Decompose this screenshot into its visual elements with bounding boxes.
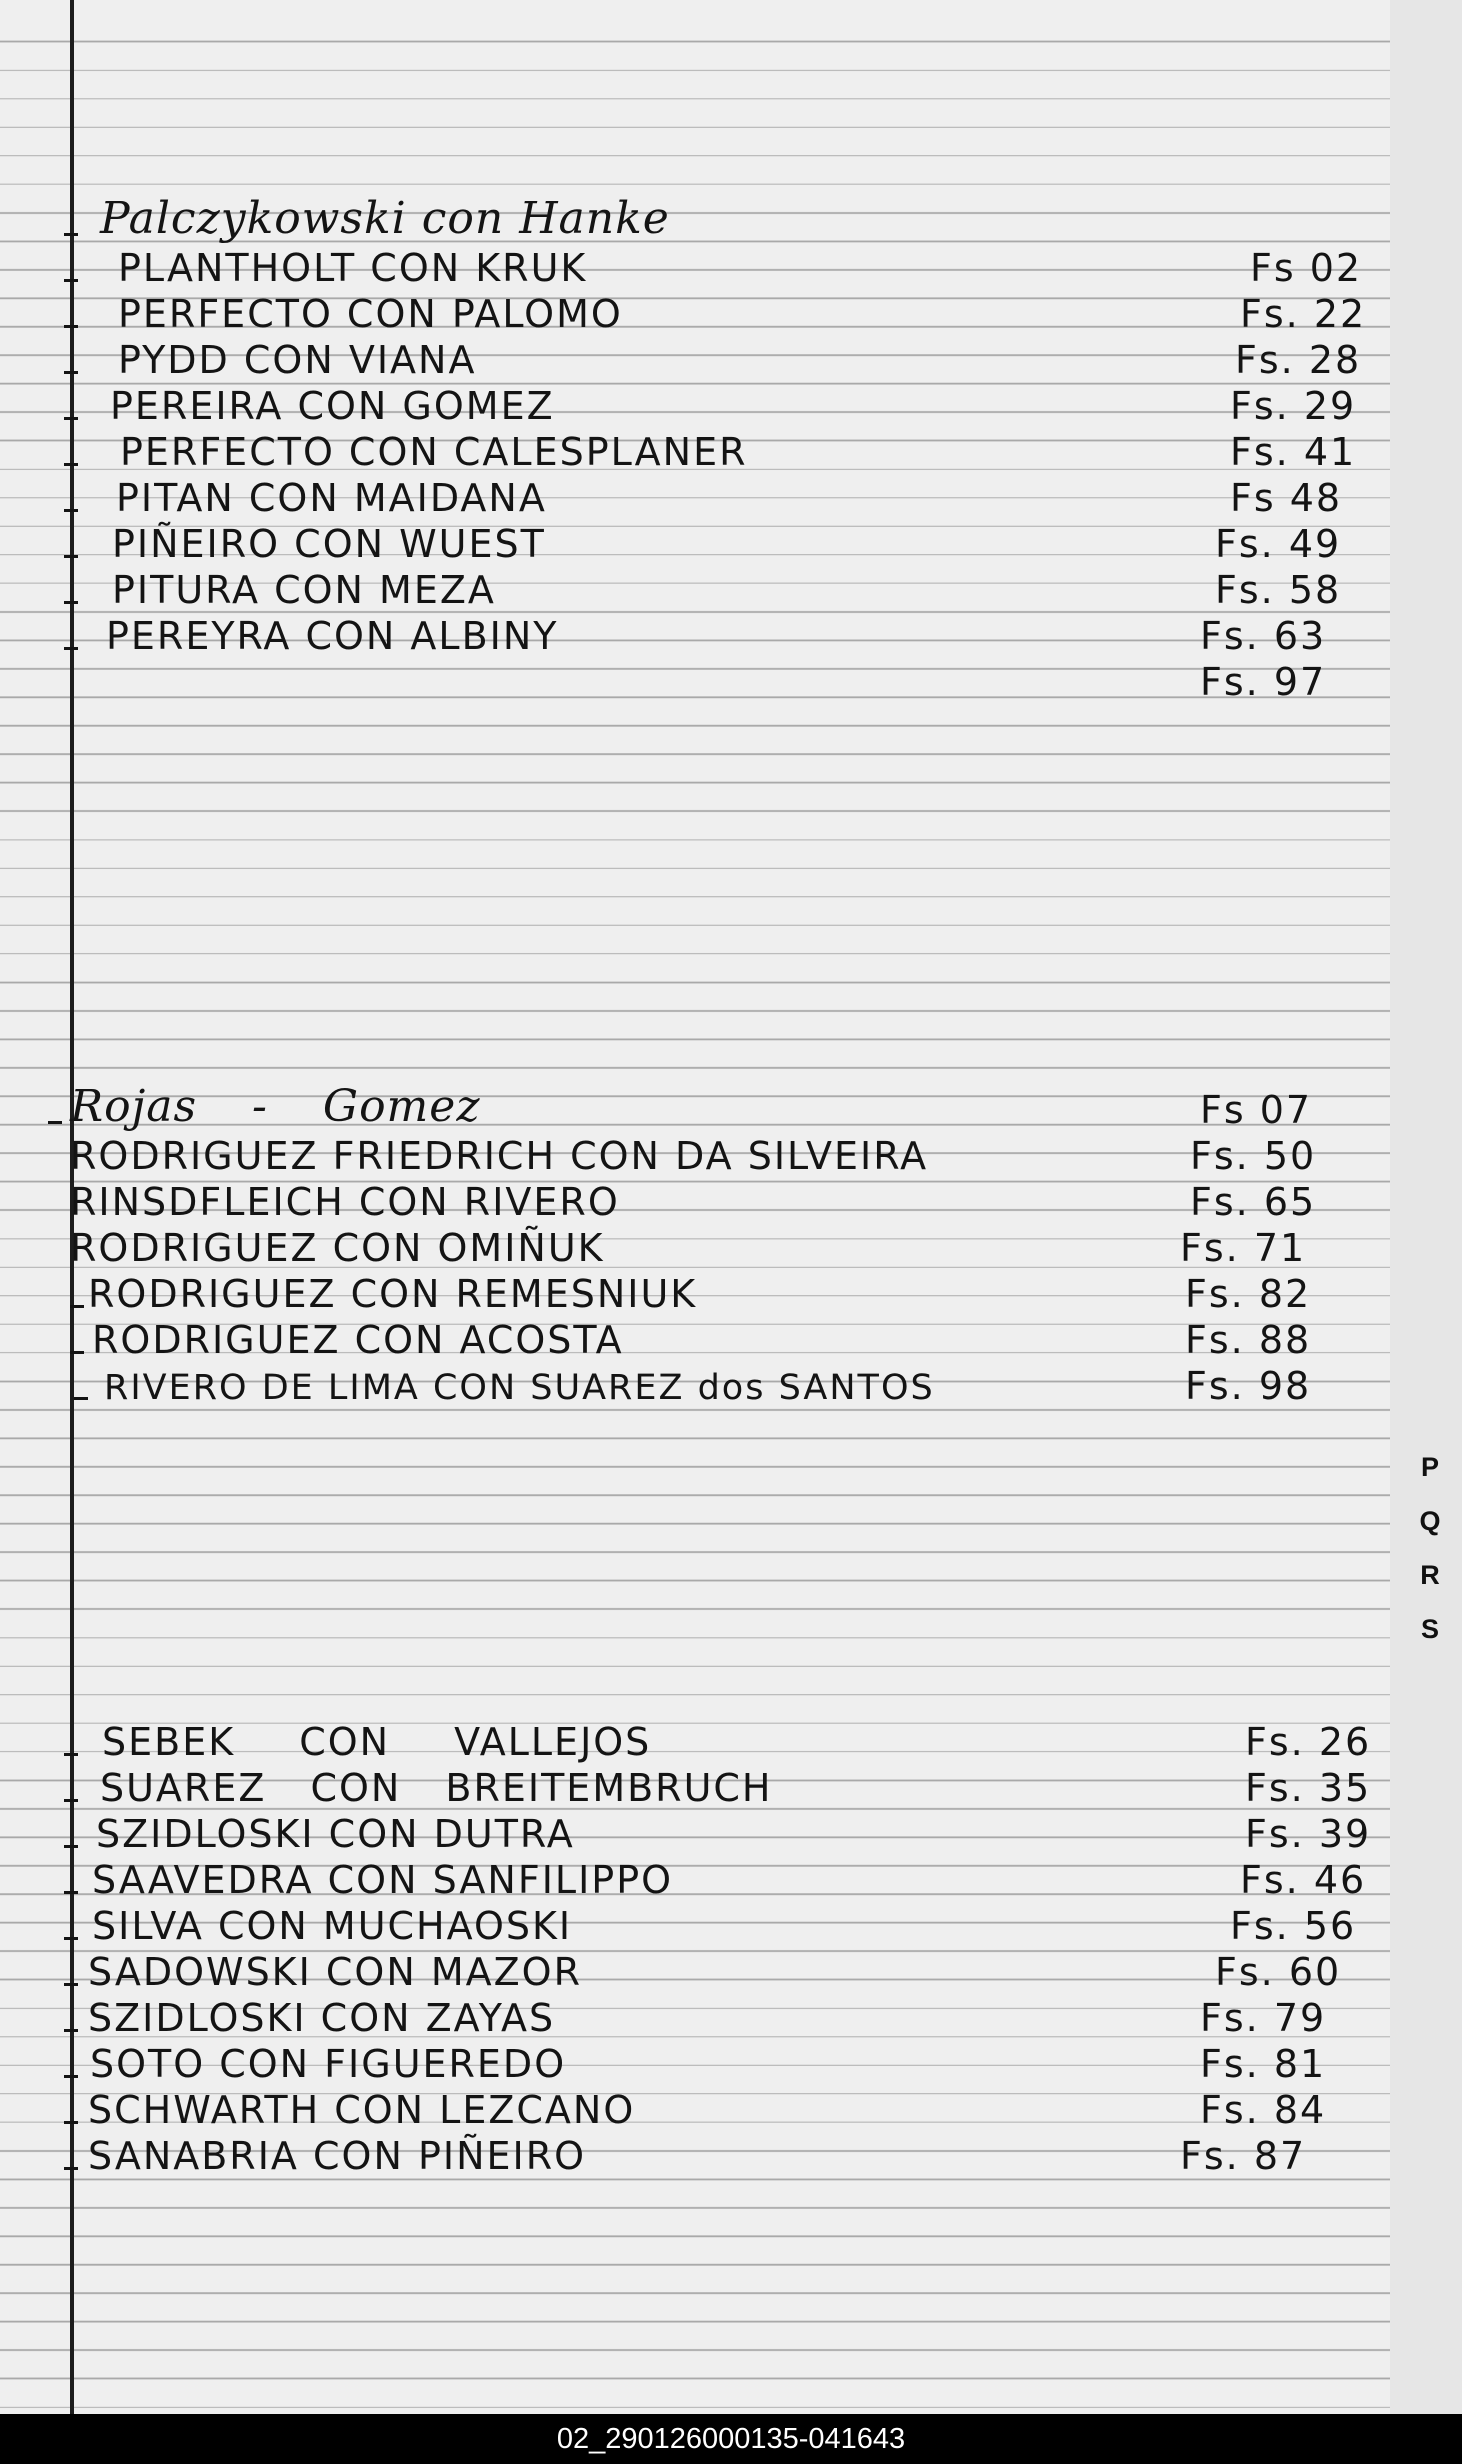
entry-name: SAAVEDRA CON SANFILIPPO	[92, 1858, 674, 1902]
entry-folio: Fs. 49	[1215, 522, 1342, 566]
list-item	[0, 2042, 1390, 2088]
list-item	[0, 476, 1390, 522]
page-edge	[1390, 0, 1462, 2414]
list-item	[0, 660, 1390, 706]
bullet-dash	[70, 1305, 84, 1308]
entry-folio: Fs. 35	[1245, 1766, 1372, 1810]
alphabet-index-tabs	[1410, 1440, 1450, 1656]
entry-name: SANABRIA CON PIÑEIRO	[88, 2134, 587, 2178]
entry-folio: Fs. 41	[1230, 430, 1357, 474]
index-tab-s[interactable]: S	[1420, 1614, 1439, 1644]
list-item	[0, 1812, 1390, 1858]
footer-label: 02_290126000135-041643	[0, 2414, 1462, 2464]
entry-folio: Fs. 81	[1200, 2042, 1327, 2086]
list-item	[0, 1858, 1390, 1904]
bullet-dash	[64, 233, 78, 236]
bullet-dash	[64, 601, 78, 604]
bullet-dash	[64, 2167, 78, 2170]
entry-folio: Fs. 28	[1235, 338, 1362, 382]
entry-folio: Fs. 50	[1190, 1134, 1317, 1178]
index-tab-q[interactable]: Q	[1419, 1506, 1441, 1536]
list-item	[0, 1364, 1390, 1410]
entry-name: SZIDLOSKI CON DUTRA	[96, 1812, 575, 1856]
entry-name: PITURA CON MEZA	[112, 568, 496, 612]
list-item	[0, 384, 1390, 430]
entry-folio: Fs. 26	[1245, 1720, 1372, 1764]
bullet-dash	[64, 2029, 78, 2032]
bullet-dash	[64, 1753, 78, 1756]
list-item	[0, 1272, 1390, 1318]
entry-name: SILVA CON MUCHAOSKI	[92, 1904, 573, 1948]
index-tab-r[interactable]: R	[1420, 1560, 1440, 1590]
list-item	[0, 1766, 1390, 1812]
entry-name: PIÑEIRO CON WUEST	[112, 522, 546, 566]
entry-name: RODRIGUEZ CON OMIÑUK	[70, 1226, 605, 1270]
list-item	[0, 2088, 1390, 2134]
entry-folio: Fs. 71	[1180, 1226, 1307, 1270]
list-item	[0, 1904, 1390, 1950]
entry-folio: Fs. 98	[1185, 1364, 1312, 1408]
list-item	[0, 338, 1390, 384]
list-item	[0, 430, 1390, 476]
entry-folio: Fs 48	[1230, 476, 1343, 520]
section-heading: Rojas - Gomez	[70, 1081, 481, 1132]
bullet-dash	[64, 463, 78, 466]
bullet-dash	[64, 647, 78, 650]
bullet-dash	[64, 1983, 78, 1986]
bullet-dash	[64, 1799, 78, 1802]
entry-name: SUAREZ CON BREITEMBRUCH	[100, 1766, 773, 1810]
bullet-dash	[64, 1845, 78, 1848]
entry-name: PYDD CON VIANA	[118, 338, 477, 382]
entry-name: RODRIGUEZ CON REMESNIUK	[88, 1272, 698, 1316]
list-item	[0, 1134, 1390, 1180]
list-item	[0, 614, 1390, 660]
bullet-dash	[74, 1397, 88, 1400]
entry-folio: Fs. 84	[1200, 2088, 1327, 2132]
bullet-dash	[64, 325, 78, 328]
entry-folio: Fs. 60	[1215, 1950, 1342, 1994]
entry-name: SEBEK CON VALLEJOS	[102, 1720, 652, 1764]
entry-folio: Fs. 63	[1200, 614, 1327, 658]
bullet-dash	[70, 1351, 84, 1354]
entry-folio: Fs. 39	[1245, 1812, 1372, 1856]
list-item	[0, 1720, 1390, 1766]
entry-folio: Fs. 87	[1180, 2134, 1307, 2178]
entry-name: SCHWARTH CON LEZCANO	[88, 2088, 636, 2132]
list-item	[0, 246, 1390, 292]
entry-name: RINSDFLEICH CON RIVERO	[70, 1180, 620, 1224]
entry-name: RODRIGUEZ CON ACOSTA	[92, 1318, 624, 1362]
entry-folio: Fs. 46	[1240, 1858, 1367, 1902]
bullet-dash	[64, 1937, 78, 1940]
list-item	[0, 1950, 1390, 1996]
bullet-dash	[64, 2075, 78, 2078]
bullet-dash	[64, 417, 78, 420]
list-item	[0, 1180, 1390, 1226]
list-item	[0, 2134, 1390, 2180]
section-heading-row	[0, 1081, 1390, 1134]
entry-folio: Fs. 65	[1190, 1180, 1317, 1224]
entry-folio: Fs. 97	[1200, 660, 1327, 704]
bullet-dash	[64, 555, 78, 558]
entry-name: PEREYRA CON ALBINY	[106, 614, 559, 658]
list-item	[0, 522, 1390, 568]
entry-folio: Fs. 88	[1185, 1318, 1312, 1362]
entry-name: PITAN CON MAIDANA	[116, 476, 547, 520]
section-heading-row	[0, 193, 1390, 246]
entry-name: RODRIGUEZ FRIEDRICH CON DA SILVEIRA	[70, 1134, 929, 1178]
section-heading: Palczykowski con Hanke	[100, 193, 670, 244]
bullet-dash	[64, 2121, 78, 2124]
list-item	[0, 1226, 1390, 1272]
entry-name: PEREIRA CON GOMEZ	[110, 384, 555, 428]
entry-folio: Fs. 56	[1230, 1904, 1357, 1948]
bullet-dash	[64, 1891, 78, 1894]
entry-name: PERFECTO CON CALESPLANER	[120, 430, 748, 474]
bullet-dash	[48, 1121, 62, 1124]
list-item	[0, 1318, 1390, 1364]
bullet-dash	[64, 371, 78, 374]
entry-name: SOTO CON FIGUEREDO	[90, 2042, 567, 2086]
entry-folio: Fs 02	[1250, 246, 1363, 290]
entry-name: PERFECTO CON PALOMO	[118, 292, 623, 336]
entry-name: RIVERO DE LIMA CON SUAREZ dos SANTOS	[104, 1368, 935, 1408]
entry-folio: Fs. 79	[1200, 1996, 1327, 2040]
list-item	[0, 568, 1390, 614]
bullet-dash	[64, 509, 78, 512]
entry-name: SADOWSKI CON MAZOR	[88, 1950, 582, 1994]
list-item	[0, 292, 1390, 338]
index-tab-p[interactable]: P	[1420, 1452, 1439, 1482]
entry-name: SZIDLOSKI CON ZAYAS	[88, 1996, 556, 2040]
entry-folio: Fs. 82	[1185, 1272, 1312, 1316]
section-heading-folio: Fs 07	[1200, 1088, 1313, 1132]
entry-folio: Fs. 29	[1230, 384, 1357, 428]
entry-name: PLANTHOLT CON KRUK	[118, 246, 588, 290]
entry-folio: Fs. 22	[1240, 292, 1367, 336]
entry-folio: Fs. 58	[1215, 568, 1342, 612]
bullet-dash	[64, 279, 78, 282]
list-item	[0, 1996, 1390, 2042]
